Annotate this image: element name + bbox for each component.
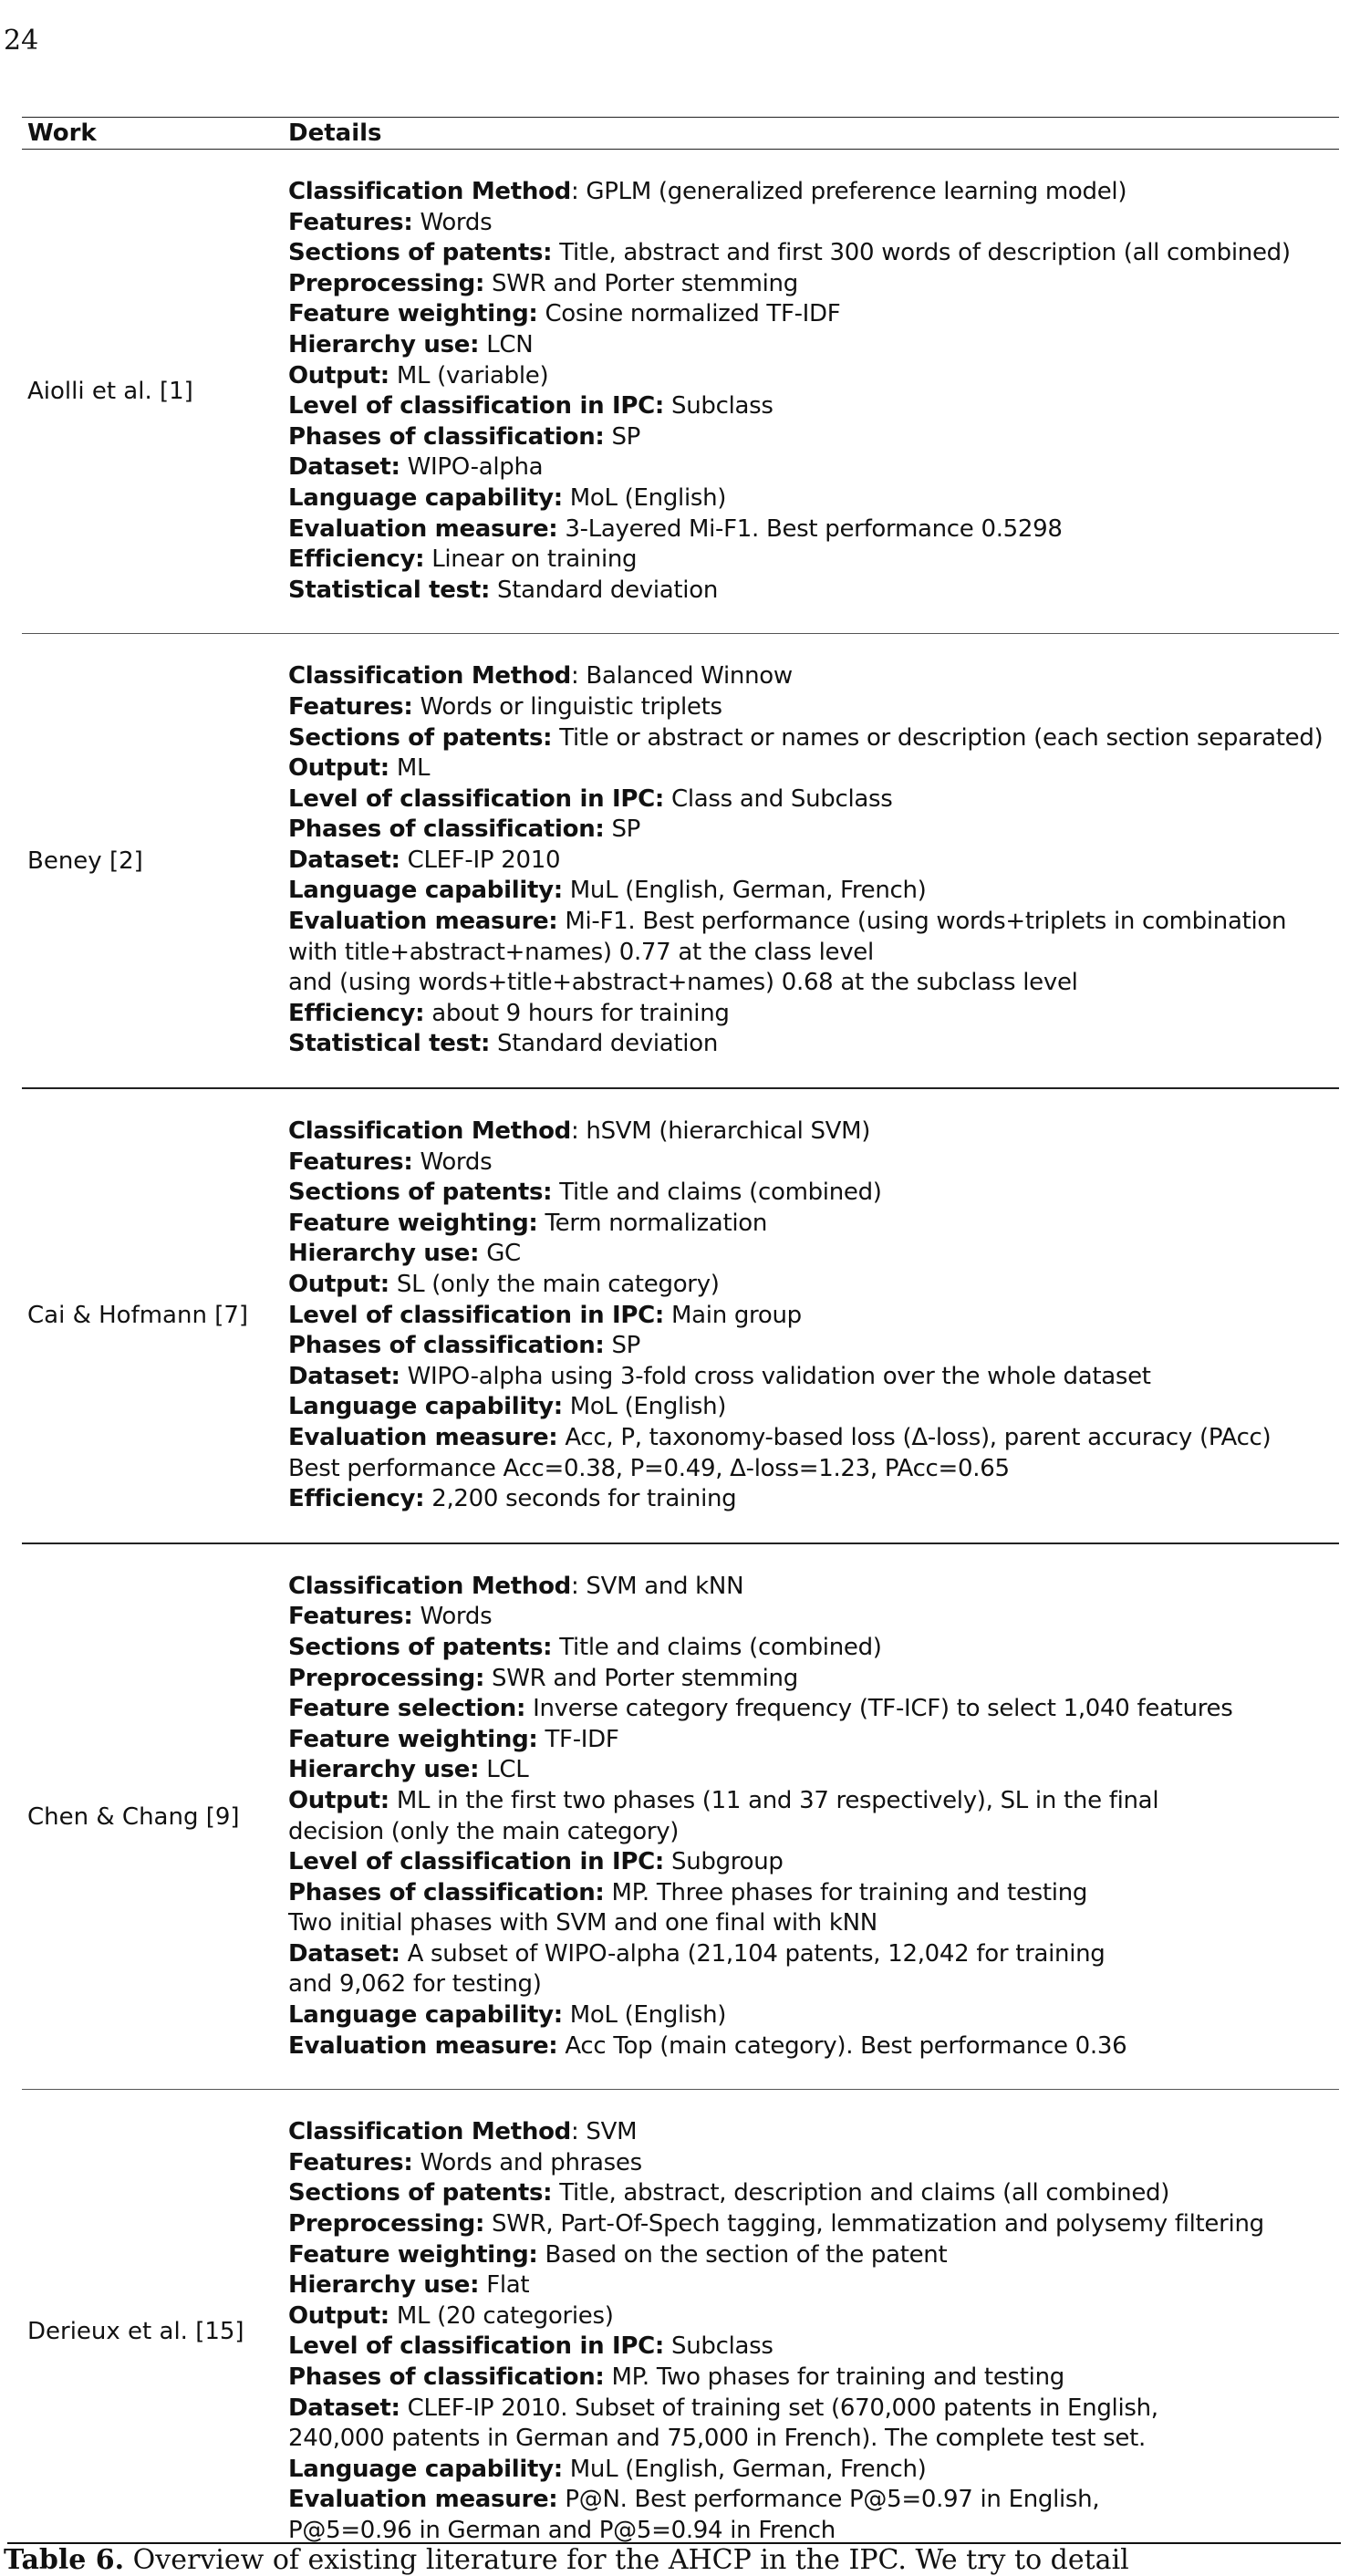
detail-key: Sections of patents: xyxy=(288,1179,553,1207)
detail-value: Based on the section of the patent xyxy=(545,2240,948,2269)
detail-key: Sections of patents: xyxy=(288,1633,553,1661)
detail-separator xyxy=(484,2210,492,2238)
detail-value: Best performance Acc=0.38, P=0.49, Δ-loss=1.23, PAcc=0.65 xyxy=(288,1454,1010,1482)
details-cell xyxy=(288,1544,1339,2090)
detail-key: Dataset: xyxy=(288,1939,400,1968)
table-caption xyxy=(4,2545,1360,2576)
detail-line xyxy=(288,1969,1339,2000)
detail-key: Efficiency: xyxy=(288,1485,425,1513)
detail-key: Output: xyxy=(288,361,389,390)
detail-key: Dataset: xyxy=(288,2394,400,2422)
detail-line xyxy=(288,391,1339,422)
detail-value: MuL (English, German, French) xyxy=(569,2455,927,2483)
detail-value: Words and phrases xyxy=(420,2148,642,2176)
detail-key: Hierarchy use: xyxy=(288,2271,480,2300)
detail-value: Acc, P, taxonomy-based loss (Δ-loss), parent accuracy (PAcc) xyxy=(565,1423,1272,1451)
detail-separator xyxy=(400,1363,408,1390)
detail-separator xyxy=(400,1940,408,1968)
detail-separator xyxy=(389,754,397,782)
detail-line xyxy=(288,2455,1339,2486)
detail-line xyxy=(288,2000,1339,2031)
detail-line xyxy=(288,1786,1339,1817)
work-cell: Beney [2] xyxy=(27,847,143,875)
detail-value: SP xyxy=(611,815,641,844)
detail-value: Two initial phases with SVM and one final with kNN xyxy=(288,1909,877,1937)
detail-separator xyxy=(479,1240,486,1267)
table-row xyxy=(22,634,1339,1087)
detail-key: Evaluation measure: xyxy=(288,908,558,936)
details-cell xyxy=(288,150,1339,633)
detail-line xyxy=(288,1878,1339,1909)
detail-line xyxy=(288,2270,1339,2301)
detail-value: hSVM (hierarchical SVM) xyxy=(586,1117,871,1146)
detail-key: Classification Method xyxy=(288,178,571,205)
detail-key: Feature weighting: xyxy=(288,1725,538,1753)
detail-value: Title, abstract and first 300 words of description (all combined) xyxy=(559,239,1291,267)
detail-separator xyxy=(664,392,671,420)
detail-key: Statistical test: xyxy=(288,1030,491,1058)
detail-value: MuL (English, German, French) xyxy=(569,877,927,905)
detail-key: Level of classification in IPC: xyxy=(288,1848,665,1876)
detail-value: decision (only the main category) xyxy=(288,1817,680,1845)
detail-separator xyxy=(664,785,671,813)
detail-separator xyxy=(389,362,397,390)
detail-separator: : xyxy=(570,1117,587,1146)
detail-key: Phases of classification: xyxy=(288,1332,605,1360)
detail-line xyxy=(288,2394,1339,2425)
detail-line xyxy=(288,1484,1339,1515)
detail-value: Linear on training xyxy=(431,545,638,574)
header-work: Work xyxy=(27,119,97,147)
detail-separator xyxy=(563,484,570,512)
detail-key: Language capability: xyxy=(288,2455,563,2483)
detail-value: SWR, Part-Of-Spech tagging, lemmatization and polysemy filtering xyxy=(492,2210,1264,2238)
detail-key: Phases of classification: xyxy=(288,1878,605,1906)
detail-key: Phases of classification: xyxy=(288,815,605,844)
literature-table xyxy=(22,117,1339,2574)
detail-line xyxy=(288,2363,1339,2394)
detail-key: Evaluation measure: xyxy=(288,1423,558,1451)
detail-value: LCL xyxy=(486,1756,529,1784)
detail-separator xyxy=(664,1848,671,1875)
detail-key: Level of classification in IPC: xyxy=(288,1301,665,1329)
detail-value: CLEF-IP 2010. Subset of training set (670,000 patents in English, xyxy=(407,2394,1158,2422)
detail-value: CLEF-IP 2010 xyxy=(407,846,561,874)
detail-value: Title, abstract, description and claims (all combined) xyxy=(559,2179,1170,2207)
detail-separator xyxy=(424,1000,431,1027)
detail-line xyxy=(288,1633,1339,1664)
detail-value: Class and Subclass xyxy=(671,784,893,813)
table-row xyxy=(22,1089,1339,1542)
detail-line xyxy=(288,1725,1339,1756)
detail-key: Features: xyxy=(288,1603,413,1631)
detail-key: Classification Method xyxy=(288,2118,571,2146)
caption-label: Table 6. xyxy=(4,2545,125,2576)
detail-key: Features: xyxy=(288,2148,413,2176)
detail-line xyxy=(288,1664,1339,1695)
table-body xyxy=(22,150,1339,2574)
detail-line xyxy=(288,1572,1339,1603)
detail-line xyxy=(288,2209,1339,2240)
detail-key: Sections of patents: xyxy=(288,723,553,752)
detail-line xyxy=(288,1939,1339,1970)
detail-key: Feature weighting: xyxy=(288,2240,538,2269)
detail-value: SWR and Porter stemming xyxy=(492,269,798,297)
detail-key: Evaluation measure: xyxy=(288,514,558,543)
detail-value: Title or abstract or names or description (each section separated) xyxy=(559,723,1324,752)
detail-key: Level of classification in IPC: xyxy=(288,784,665,813)
detail-line xyxy=(288,2332,1339,2363)
detail-key: Phases of classification: xyxy=(288,422,605,451)
detail-separator: : xyxy=(570,178,587,205)
detail-line xyxy=(288,452,1339,483)
detail-key: Language capability: xyxy=(288,1393,563,1421)
detail-line xyxy=(288,238,1339,269)
detail-separator xyxy=(424,545,431,573)
detail-key: Hierarchy use: xyxy=(288,1240,480,1268)
detail-separator xyxy=(479,1756,486,1783)
detail-separator xyxy=(563,2001,570,2029)
detail-value: SL (only the main category) xyxy=(396,1271,720,1298)
detail-key: Features: xyxy=(288,208,413,236)
detail-value: 2,200 seconds for training xyxy=(431,1485,737,1513)
detail-line xyxy=(288,1148,1339,1179)
detail-line xyxy=(288,1270,1339,1301)
detail-key: Dataset: xyxy=(288,1362,400,1390)
detail-line xyxy=(288,2240,1339,2271)
detail-value: Subclass xyxy=(671,2332,773,2361)
detail-value: Acc Top (main category). Best performance 0.36 xyxy=(565,2031,1127,2060)
detail-value: ML (variable) xyxy=(396,361,549,390)
detail-key: Level of classification in IPC: xyxy=(288,392,665,421)
detail-separator xyxy=(525,1695,533,1722)
detail-separator xyxy=(400,2394,408,2422)
detail-separator: : xyxy=(570,2118,587,2146)
detail-separator: : xyxy=(570,662,587,691)
detail-value: Subclass xyxy=(671,392,773,421)
detail-line xyxy=(288,514,1339,545)
detail-line xyxy=(288,753,1339,784)
detail-value: Words xyxy=(420,1148,493,1176)
work-cell: Derieux et al. [15] xyxy=(27,2318,244,2346)
detail-value: with title+abstract+names) 0.77 at the class level xyxy=(288,938,874,966)
work-cell: Chen & Chang [9] xyxy=(27,1802,240,1831)
detail-line xyxy=(288,2178,1339,2209)
detail-key: Output: xyxy=(288,2301,389,2330)
detail-line xyxy=(288,1602,1339,1633)
detail-separator xyxy=(400,847,408,874)
detail-separator xyxy=(484,1665,492,1692)
detail-key: Classification Method xyxy=(288,1117,571,1146)
detail-line xyxy=(288,330,1339,361)
detail-key: Sections of patents: xyxy=(288,239,553,267)
detail-key: Output: xyxy=(288,754,389,783)
detail-line xyxy=(288,1331,1339,1362)
detail-line xyxy=(288,576,1339,607)
detail-line xyxy=(288,876,1339,907)
detail-value: Flat xyxy=(486,2271,530,2300)
detail-value: and (using words+title+abstract+names) 0.68 at the subclass level xyxy=(288,969,1078,997)
detail-separator xyxy=(424,1485,431,1512)
work-cell: Cai & Hofmann [7] xyxy=(27,1302,249,1330)
table-row xyxy=(22,150,1339,633)
detail-value: Title and claims (combined) xyxy=(559,1179,882,1207)
detail-line xyxy=(288,1817,1339,1848)
detail-value: Main group xyxy=(671,1301,802,1329)
table-row xyxy=(22,2090,1339,2573)
detail-line xyxy=(288,999,1339,1030)
detail-value: Words xyxy=(420,208,493,236)
detail-line xyxy=(288,692,1339,723)
detail-line xyxy=(288,483,1339,514)
detail-separator xyxy=(664,1302,671,1329)
detail-line xyxy=(288,723,1339,754)
detail-value: LCN xyxy=(486,330,534,358)
details-cell xyxy=(288,2090,1339,2573)
detail-key: Dataset: xyxy=(288,846,400,874)
detail-separator: : xyxy=(570,1572,587,1600)
table-header-row xyxy=(22,118,1339,149)
detail-separator xyxy=(484,270,492,297)
detail-value: Subgroup xyxy=(671,1848,784,1876)
detail-value: MoL (English) xyxy=(569,1393,727,1421)
detail-line xyxy=(288,1454,1339,1485)
detail-key: Efficiency: xyxy=(288,545,425,574)
detail-line xyxy=(288,1755,1339,1786)
detail-line xyxy=(288,208,1339,239)
detail-key: Features: xyxy=(288,692,413,721)
detail-separator xyxy=(490,1030,497,1057)
detail-separator xyxy=(490,576,497,604)
detail-key: Preprocessing: xyxy=(288,1664,485,1692)
table-row xyxy=(22,1544,1339,2090)
detail-line xyxy=(288,815,1339,846)
detail-line xyxy=(288,2117,1339,2148)
detail-key: Statistical test: xyxy=(288,576,491,604)
detail-value: SVM xyxy=(586,2118,638,2146)
page-number: 24 xyxy=(4,25,39,57)
header-details: Details xyxy=(288,119,382,147)
detail-value: Inverse category frequency (TF-ICF) to select 1,040 features xyxy=(533,1695,1233,1723)
detail-key: Classification Method xyxy=(288,1572,571,1600)
detail-line xyxy=(288,1178,1339,1209)
detail-line xyxy=(288,2148,1339,2179)
detail-key: Preprocessing: xyxy=(288,2210,485,2238)
detail-line xyxy=(288,907,1339,938)
detail-value: A subset of WIPO-alpha (21,104 patents, 12,042 for training xyxy=(407,1939,1106,1968)
detail-value: GC xyxy=(486,1240,521,1268)
detail-value: Title and claims (combined) xyxy=(559,1633,882,1661)
detail-line xyxy=(288,299,1339,330)
detail-separator xyxy=(389,2302,397,2330)
detail-line xyxy=(288,2485,1339,2516)
detail-value: SP xyxy=(611,1332,641,1360)
detail-value: 3-Layered Mi-F1. Best performance 0.5298 xyxy=(565,514,1063,543)
detail-line xyxy=(288,1908,1339,1939)
detail-value: WIPO-alpha xyxy=(407,453,544,482)
detail-separator xyxy=(664,2332,671,2360)
detail-value: Balanced Winnow xyxy=(586,662,793,691)
detail-key: Language capability: xyxy=(288,2001,563,2030)
detail-value: Mi-F1. Best performance (using words+triplets in combination xyxy=(565,908,1287,936)
details-cell xyxy=(288,1089,1339,1542)
detail-value: MoL (English) xyxy=(569,2001,727,2030)
detail-key: Language capability: xyxy=(288,877,563,905)
work-cell: Aiolli et al. [1] xyxy=(27,378,193,406)
detail-key: Preprocessing: xyxy=(288,269,485,297)
detail-line xyxy=(288,661,1339,692)
detail-line xyxy=(288,1239,1339,1270)
detail-value: Standard deviation xyxy=(497,1030,719,1058)
detail-line xyxy=(288,2301,1339,2332)
detail-key: Hierarchy use: xyxy=(288,330,480,358)
detail-line xyxy=(288,422,1339,453)
detail-line xyxy=(288,1029,1339,1060)
detail-separator xyxy=(479,331,486,358)
detail-line xyxy=(288,846,1339,877)
detail-value: P@5=0.96 in German and P@5=0.94 in French xyxy=(288,2516,836,2544)
detail-key: Classification Method xyxy=(288,662,571,691)
detail-value: TF-IDF xyxy=(545,1725,619,1753)
detail-line xyxy=(288,968,1339,999)
detail-value: MP. Two phases for training and testing xyxy=(611,2363,1064,2391)
detail-line xyxy=(288,938,1339,969)
detail-value: SWR and Porter stemming xyxy=(492,1664,798,1692)
detail-key: Phases of classification: xyxy=(288,2363,605,2391)
detail-line xyxy=(288,2424,1339,2455)
detail-value: GPLM (generalized preference learning model) xyxy=(586,178,1127,205)
detail-value: Cosine normalized TF-IDF xyxy=(545,300,841,328)
detail-line xyxy=(288,361,1339,392)
detail-value: ML xyxy=(396,754,431,783)
detail-key: Efficiency: xyxy=(288,999,425,1027)
detail-key: Dataset: xyxy=(288,453,400,482)
detail-key: Language capability: xyxy=(288,483,563,512)
detail-value: Standard deviation xyxy=(497,576,719,604)
detail-line xyxy=(288,1392,1339,1423)
detail-line xyxy=(288,269,1339,300)
detail-line xyxy=(288,545,1339,576)
detail-separator xyxy=(389,1787,397,1814)
detail-value: SP xyxy=(611,422,641,451)
detail-key: Output: xyxy=(288,1786,389,1814)
table-bottom-rule xyxy=(7,2542,1341,2544)
detail-line xyxy=(288,1209,1339,1240)
detail-line xyxy=(288,784,1339,815)
detail-separator xyxy=(563,2456,570,2483)
detail-separator xyxy=(479,2271,486,2299)
detail-value: Words or linguistic triplets xyxy=(420,692,722,721)
detail-value: about 9 hours for training xyxy=(431,999,730,1027)
detail-value: P@N. Best performance P@5=0.97 in English, xyxy=(565,2486,1100,2514)
detail-separator xyxy=(389,1271,397,1298)
detail-line xyxy=(288,1301,1339,1332)
detail-value: 240,000 patents in German and 75,000 in French). The complete test set. xyxy=(288,2425,1146,2453)
detail-key: Feature selection: xyxy=(288,1695,526,1723)
detail-key: Evaluation measure: xyxy=(288,2486,558,2514)
detail-line xyxy=(288,1847,1339,1878)
detail-key: Level of classification in IPC: xyxy=(288,2332,665,2361)
detail-line xyxy=(288,1117,1339,1148)
detail-separator xyxy=(563,1393,570,1420)
caption-text: Overview of existing literature for the AHCP in the IPC. We try to detail xyxy=(132,2545,1129,2576)
detail-value: and 9,062 for testing) xyxy=(288,1970,542,1999)
detail-key: Features: xyxy=(288,1148,413,1176)
detail-key: Hierarchy use: xyxy=(288,1756,480,1784)
detail-value: ML in the first two phases (11 and 37 respectively), SL in the final xyxy=(396,1786,1159,1814)
details-cell xyxy=(288,634,1339,1087)
detail-key: Feature weighting: xyxy=(288,300,538,328)
detail-value: MP. Three phases for training and testing xyxy=(611,1878,1088,1906)
detail-key: Feature weighting: xyxy=(288,1209,538,1237)
detail-key: Output: xyxy=(288,1271,389,1298)
detail-line xyxy=(288,1694,1339,1725)
detail-line xyxy=(288,2031,1339,2062)
detail-line xyxy=(288,1423,1339,1454)
detail-value: Words xyxy=(420,1603,493,1631)
detail-value: WIPO-alpha using 3-fold cross validation over the whole dataset xyxy=(407,1362,1151,1390)
detail-line xyxy=(288,1362,1339,1393)
detail-separator xyxy=(400,453,408,481)
detail-key: Sections of patents: xyxy=(288,2179,553,2207)
detail-value: MoL (English) xyxy=(569,483,727,512)
detail-value: SVM and kNN xyxy=(586,1572,744,1600)
detail-value: ML (20 categories) xyxy=(396,2301,614,2330)
detail-separator xyxy=(563,877,570,904)
detail-value: Term normalization xyxy=(545,1209,768,1237)
detail-line xyxy=(288,177,1339,208)
detail-key: Evaluation measure: xyxy=(288,2031,558,2060)
